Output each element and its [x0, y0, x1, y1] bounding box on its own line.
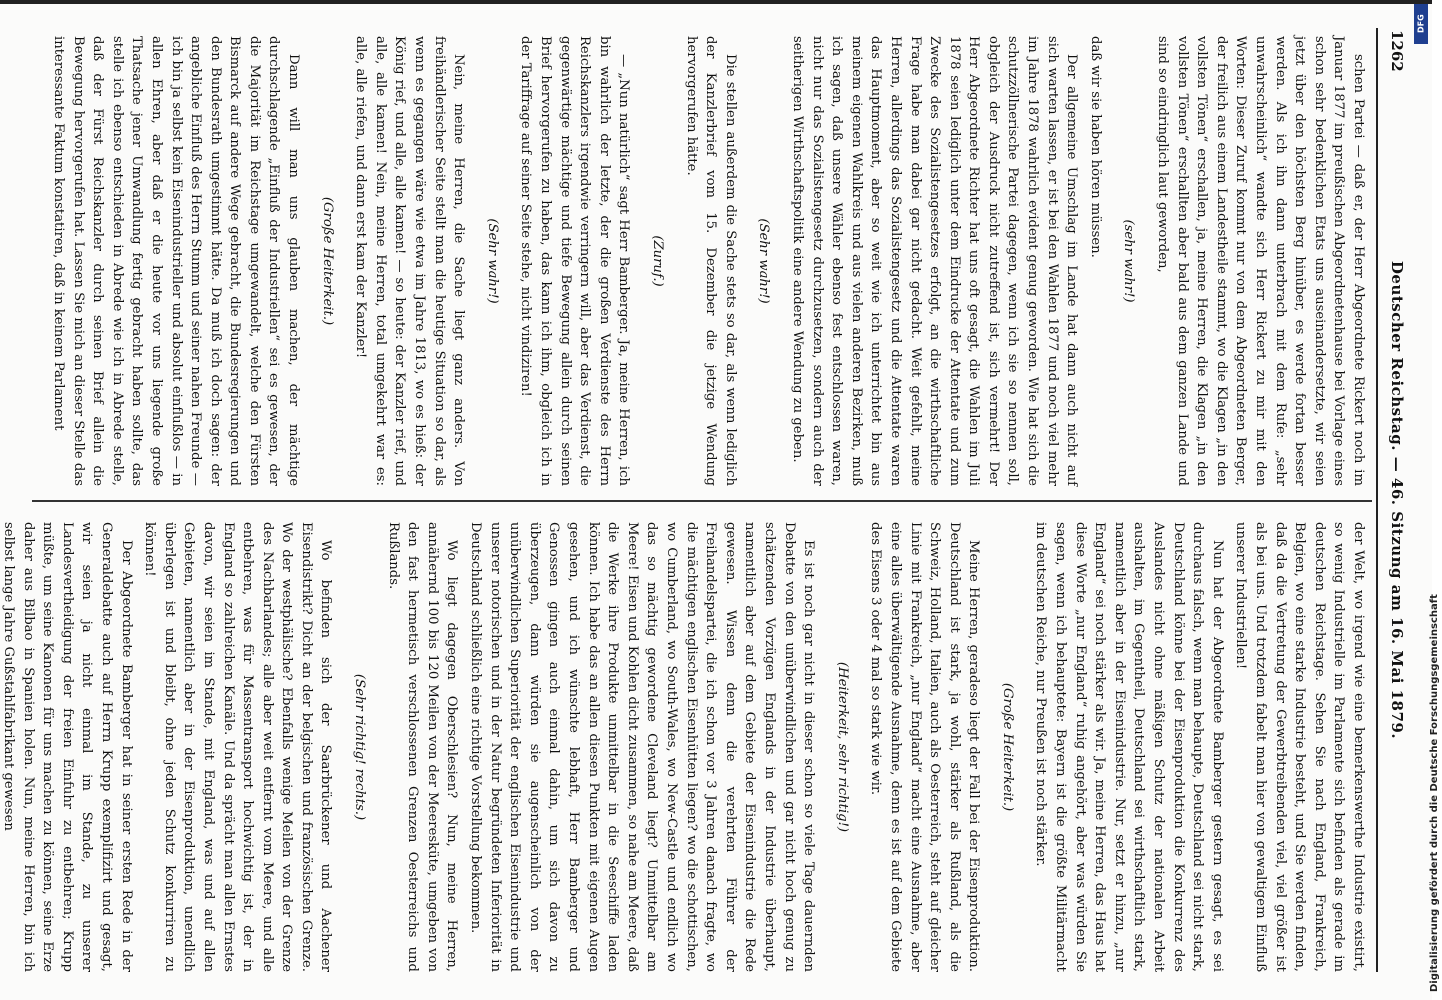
- interjection: (Sehr richtig! rechts.): [352, 673, 368, 821]
- credit-text: Digitalisierung gefördert durch die Deutsche Forschungsgemeinschaft: [1429, 594, 1440, 992]
- interjection: (sehr wahr!): [1121, 219, 1137, 303]
- paragraph: Meine Herren, geradeso liegt der Fall bei der Eisenproduktion. Deutschland ist stark, ja wohl, stärker als Rußland, als die Schweiz, Holland, Italien, auch als Oesterreich, steht auf gleicher Linie mit Frankreich, „nur England“ macht eine Ausnahme, aber eine alles überwältigende Ausnahme, denn es ist auf dem Gebiete des Eisens 3 oder 4 mal so stark wie wir.: [868, 522, 982, 972]
- paragraph: Wo liegt dagegen Oberschlesien? Nun, meine Herren, annähernd 100 bis 120 Meilen von der Meeresküte, umgeben von den fast hermetisch verschlossenen Grenzen Oesterreichs und Rußlands.: [385, 522, 460, 972]
- left-column: [38, 36, 1368, 486]
- interjection: (Große Heiterkeit.): [999, 682, 1015, 812]
- interjection: (Heiterkeit, sehr richtig!): [834, 661, 850, 833]
- interjection: (Zuruf.): [650, 235, 665, 287]
- paragraph: Es ist noch gar nicht in dieser schon so viele Tage dauernden Debatte von den unüberwindlichen und gar nicht hoch genug zu schätzenden Vorzügen Englands in der Industrie überhaupt, namentlich aber auf dem Gebiete der Eisenindustrie die Rede gewesen. Wissen denn die verehrten Führer der Freihandelspartei, die ich schon vor 3 Jahren danach fragte, wo die mächtigen englischen Eisenhütten liegen? wo die schottischen, wo Cumberland, wo South-Wales, wo New-Castle und endlich wo das so mächtig gewordene Cleveland liegt? Unmittelbar am Meere! Eisen und Kohlen dicht zusammen, so nahe am Meere, daß die Werke ihre Produkte unmittelbar in die Seeschiffe laden können. Ich habe das an allen diesen Punkten mit eigenen Augen gesehen, und ich wünschte lebhaft, Herr Bamberger und Genossen gingen auch einmal dahin, um sich davon zu überzeugen, dann würden sie augenscheinlich von der unüberwindlichen Superiorität der englischen Eisenindustrie und unserer notorischen und in der Natur begründeten Inferiorität in Deutschland schließlich eine richtige Vorstellung bekommen.: [468, 522, 817, 972]
- paragraph: Der Abgeordnete Bamberger hat in seiner ersten Rede in der Generaldebatte auch auf Herrn Krupp exemplifizirt und gesagt, wir seien ja nicht einmal im Stande, zu unserer Landesvertheidigung der freien Einfuhr zu entbehren; Krupp müßte, um seine Kanonen für uns machen zu können, seine Erze daher aus Bilbao in Spanien holen. Nun, meine Herren, bin ich selbst lange Jahre Gußstahlfabrikant gewesen: [1, 522, 134, 972]
- digitization-credit: [1414, 8, 1440, 992]
- header-rule: [1376, 28, 1378, 972]
- paragraph: — „Nun natürlich“ sagt Herr Bamberger. Ja, meine Herren, ich bin wahrlich der letzte, der die großen Verdienste des Herrn Reichskanzlers irgendwie verringern will, aber das Verdienst, die gegenwärtige mächtige und tiefe Bewegung allein durch seinen Brief hervorgerufen zu haben, das kann ich ihm, obgleich ich in der Tariffrage auf seiner Seite stehe, nicht vindiziren!: [518, 36, 632, 486]
- right-column: [1, 522, 1368, 972]
- paragraph: Wo befinden sich der Saarbrückener und Aachener Eisendistrikt? Dicht an der belgischen und französischen Grenze. Wo der westphälische? Ebenfalls wenige Meilen von der Grenze des Nachbarlandes; alle aber weit entfernt vom Meere, und alle entbehren, was für Massentransport hochwichtig ist, der in England so zahlreichen Kanäle. Und da sprächt man allen Ernstes davon, wir seien im Stande, mit England, was und auf allen Gebieten, namentlich aber in der Eisenproduktion, unendlich überlegen ist und bleibt, ohne jeden Schutz konkurriren zu können!: [142, 522, 334, 972]
- page-header: [1382, 30, 1410, 970]
- page-number: 1262: [1388, 30, 1406, 72]
- interjection: (Große Heiterkeit.): [319, 196, 335, 326]
- interjection: (Sehr wahr!): [756, 218, 772, 304]
- paragraph: Dann will man uns glauben machen, der mächtige durchschlagende „Einfluß der Industriellen“ sei es gewesen, der die Majorität im Reichstage umgewandelt, welche den Fürsten Bismarck auf andere Wege gebracht, die Bundesregierungen und den Bundesrath umgestimmt hätte. Da muß ich doch sagen: der angebliche Einfluß des Herrn Stumm und seiner nahen Freunde — ich bin ja selbst kein Eisenindustrieller und absolut einflußlos — in allen Ehren, aber daß er die heute vor uns liegende große Thatsache jener Umwandlung fertig gebracht haben sollte, das stelle ich ebenso entschieden in Abrede wie ich in Abrede stelle, daß der Fürst Reichskanzler durch seinen Brief allein die Bewegung hervorgerufen hat. Lassen Sie mich an dieser Stelle das interessante Faktum konstatiren, daß in keinem Parlament: [50, 36, 302, 486]
- paragraph: Der allgemeine Umschlag im Lande hat dann auch nicht auf sich warten lassen, er ist bei den Wahlen 1877 und noch viel mehr im Jahre 1878 wahrlich evident genug geworden. Wie hat sich die schutzzöllnerische Partei dagegen, wenn ich sie so nennen soll, obgleich der Ausdruck nicht zutreffend ist, sich vermehrt! Der Herr Abgeordnete Richter hat uns oft gesagt, die Wahlen im Juli 1878 seien lediglich unter dem Eindrucke der Attentate und zum Zwecke des Sozialistengesetzes erfolgt, an die wirthschaftliche Frage habe man dabei gar nicht gedacht. Weit gefehlt, meine Herren, allerdings das Sozialistengesetz und die Attentate waren das Hauptmoment, aber so weit wie ich unterrichtet bin aus meinem eigenen Wahlkreis und aus vielen anderen Bezirken, muß ich sagen, daß unsere Wähler ebenso fest entschlossen waren, nicht nur das Sozialistengesetz durchzusetzen, sondern auch der seitherigen Wirthschaftspolitik eine andere Wendung zu geben.: [789, 36, 1080, 486]
- paragraph: Nun hat der Abgeordnete Bamberger gestern gesagt, es sei durchaus falsch, wenn man behaupte, Deutschland sei nicht stark, Deutschland könne bei der Eisenproduktion die Konkurrenz des Auslandes nicht ohne mäßigen Schutz der nationalen Arbeit aushalten, im Gegentheil, Deutschland sei wirthschaftlich stark, namentlich aber in der Eisenindustrie. Nur, setzt er hinzu, „nur England“ sei noch stärker als wir. Ja, meine Herren, das Haus hat diese Worte „nur England“ ruhig angehört, aber was würden Sie sagen, wenn ich behauptete: Bayern ist die größte Militärmacht im deutschen Reiche, nur Preußen ist noch stärker.: [1033, 522, 1225, 972]
- paragraph: Die stellen außerdem die Sache stets so dar, als wenn lediglich der Kanzlerbrief vom 15. Dezember die jetzige Wendung hervorgerufen hätte.: [683, 36, 738, 486]
- paragraph: schen Partei — daß er, der Herr Abgeordnete Rickert noch im Januar 1877 im preußischen Abgeordnetenhause bei Vorlage eines schon sehr bedenklichen Etats uns auseinandersetzte, wir seien jetzt über den höchsten Berg hinüber, es werde fortan besser werden. Als ich ihn dann unterbrach mit dem Rufe: „sehr unwahrscheinlich“ wandte sich Herr Rickert zu mir mit den Worten: Dieser Zuruf kommt nur von dem Abgeordneten Berger, der freilich aus einem Landestheile stammt, wo die Klagen „in den vollsten Tönen“ erschallen, ja, meine Herren, die Klagen „in den vollsten Tönen“ erschallten aber bald aus dem ganzen Lande und sind so eindringlich laut geworden,: [1155, 36, 1366, 486]
- running-title: Deutscher Reichstag. — 46. Sitzung am 16. Mai 1879.: [1388, 260, 1406, 740]
- paragraph: Nein, meine Herren, die Sache liegt ganz anders. Von freihändlerischer Seite stellt man die heutige Situation so dar, als wenn es gegangen wäre wie etwa im Jahre 1813, wo es hieß: der König rief, und alle, alle kamen! — so heute: der Kanzler rief, und alle, alle kamen! Nein, meine Herren, total umgekehrt war es: alle, alle riefen, und dann erst kam der Kanzler!: [353, 36, 467, 486]
- paragraph: daß wir sie haben hören müssen.: [1087, 36, 1103, 258]
- column-divider: [32, 500, 1372, 502]
- dfg-logo: DFG: [1414, 4, 1428, 44]
- paragraph: der Welt, wo irgend wie eine bemerkenswerthe Industrie existirt, so wenig Industrielle im Parlamente sich befinden als gerade im deutschen Reichstage. Sehen Sie nach England, Frankreich, Belgien, wo eine starke Industrie besteht, und Sie werden finden, daß da die Vertretung der Gewerbtreibenden viel, viel größer ist als bei uns. Und trotzdem fabelt man hier von gewaltigem Einfluß unserer Industriellen!: [1233, 522, 1366, 972]
- interjection: (Sehr wahr!): [484, 218, 500, 304]
